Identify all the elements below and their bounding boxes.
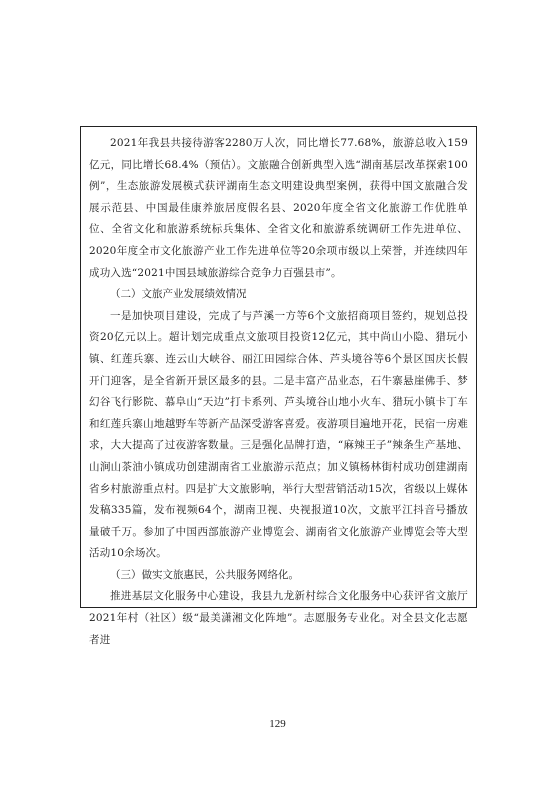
summary-paragraph: 2021年我县共接待游客2280万人次，同比增长77.68%，旅游总收入159亿元，同比增长68.4%（预估）。文旅融合创新典型入选“湖南基层改革探索100例”，生态旅游发展模式获评湖南生态文明建设典型案例，获得中国文旅融合发展示范县、中国最佳康养旅居度假名县、2020年度全省文化旅游工作优胜单位、全省文化和旅游系统标兵集体、全省文化和旅游系统调研工作先进单位、2020年度全市文化旅游产业工作先进单位等20余项市级以上荣誉，并连续四年成功入选“2021中国县域旅游综合竞争力百强县市”。 (89, 137, 468, 279)
section-2-paragraph: 一是加快项目建设，完成了与芦溪一方等6个文旅招商项目签约，规划总投资20亿元以上。超计划完成重点文旅项目投资12亿元，其中尚山小隐、猎玩小镇、红莲兵寨、连云山大峡谷、丽江田园综合体、芦头境谷等6个景区国庆长假开门迎客，是全省新开景区最多的县。二是丰富产品业态，石牛寨悬崖佛手、梦幻谷飞行影院、慕阜山“天边”打卡系列、芦头境谷山地小火车、猎玩小镇卡丁车和红莲兵寨山地越野车等新产品深受游客喜爱。夜游项目遍地开花，民宿一房难求，大大提高了过夜游客数量。三是强化品牌打造，“麻辣王子”辣条生产基地、山涧山茶油小镇成功创建湖南省工业旅游示范点；加义镇杨林街村成功创建湖南省乡村旅游重点村。四是扩大文旅影响，举行大型营销活动15次，省级以上媒体发稿335篇，发布视频64个，湖南卫视、央视报道10次，文旅平江抖音号播放量破千万。参加了中国西部旅游产业博览会、湖南省文化旅游产业博览会等大型活动10余场次。 (89, 309, 468, 560)
section-heading-3: （三）做实文旅惠民，公共服务网络化。 (110, 568, 299, 581)
page-number: 129 (269, 718, 286, 730)
section-heading-2: （二）文旅产业发展绩效情况 (110, 288, 247, 301)
section-3-paragraph: 推进基层文化服务中心建设，我县九龙新村综合文化服务中心获评省文旅厅2021年村（社区）级“最美潇湘文化阵地”。志愿服务专业化。对全县文化志愿者进 (89, 590, 468, 646)
content-frame (80, 126, 477, 646)
